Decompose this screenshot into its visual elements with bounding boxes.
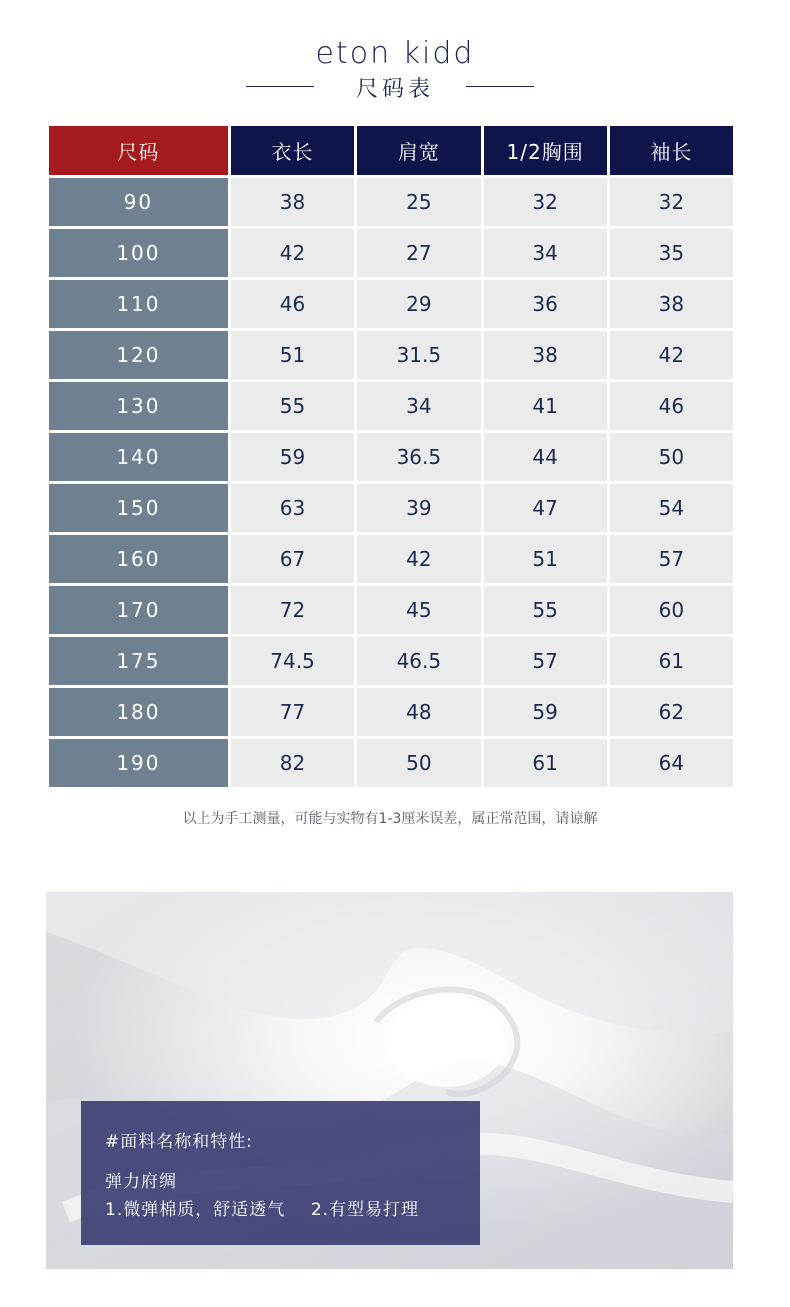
table-row xyxy=(49,229,733,277)
cell-length: 51 xyxy=(231,331,354,379)
cell-half-chest: 38 xyxy=(484,331,607,379)
cell-sleeve: 46 xyxy=(610,382,733,430)
cell-length: 67 xyxy=(231,535,354,583)
table-row xyxy=(49,382,733,430)
table-row xyxy=(49,484,733,532)
table-row xyxy=(49,586,733,634)
cell-size: 175 xyxy=(49,637,228,685)
fabric-heading: #面料名称和特性: xyxy=(105,1132,253,1152)
cell-size: 160 xyxy=(49,535,228,583)
cell-size: 110 xyxy=(49,280,228,328)
cell-size: 100 xyxy=(49,229,228,277)
header-shoulder: 肩宽 xyxy=(357,126,480,175)
divider-right xyxy=(466,86,534,87)
cell-size: 170 xyxy=(49,586,228,634)
header-sleeve: 袖长 xyxy=(610,126,733,175)
cell-length: 59 xyxy=(231,433,354,481)
cell-shoulder: 46.5 xyxy=(357,637,480,685)
table-row xyxy=(49,739,733,787)
header-half-chest: 1/2胸围 xyxy=(484,126,607,175)
cell-size: 190 xyxy=(49,739,228,787)
cell-shoulder: 36.5 xyxy=(357,433,480,481)
cell-sleeve: 38 xyxy=(610,280,733,328)
cell-length: 46 xyxy=(231,280,354,328)
cell-half-chest: 36 xyxy=(484,280,607,328)
cell-half-chest: 32 xyxy=(484,178,607,226)
header-length: 衣长 xyxy=(231,126,354,175)
table-row xyxy=(49,688,733,736)
cell-shoulder: 45 xyxy=(357,586,480,634)
cell-sleeve: 60 xyxy=(610,586,733,634)
cell-sleeve: 62 xyxy=(610,688,733,736)
fabric-name: 弹力府绸 xyxy=(105,1172,177,1192)
fabric-features: 1.微弹棉质，舒适透气 2.有型易打理 xyxy=(105,1200,420,1220)
cell-shoulder: 25 xyxy=(357,178,480,226)
cell-half-chest: 59 xyxy=(484,688,607,736)
cell-sleeve: 61 xyxy=(610,637,733,685)
cell-shoulder: 27 xyxy=(357,229,480,277)
cell-shoulder: 34 xyxy=(357,382,480,430)
cell-length: 42 xyxy=(231,229,354,277)
brand-logo: eton kidd xyxy=(315,36,475,71)
cell-length: 72 xyxy=(231,586,354,634)
cell-shoulder: 48 xyxy=(357,688,480,736)
cell-length: 38 xyxy=(231,178,354,226)
cell-size: 120 xyxy=(49,331,228,379)
table-row xyxy=(49,280,733,328)
fabric-info-box xyxy=(81,1101,480,1245)
cell-shoulder: 42 xyxy=(357,535,480,583)
cell-length: 77 xyxy=(231,688,354,736)
table-header-row xyxy=(49,126,733,175)
size-chart-table xyxy=(46,123,736,790)
cell-size: 150 xyxy=(49,484,228,532)
cell-half-chest: 34 xyxy=(484,229,607,277)
cell-half-chest: 51 xyxy=(484,535,607,583)
cell-half-chest: 47 xyxy=(484,484,607,532)
cell-sleeve: 50 xyxy=(610,433,733,481)
fabric-image xyxy=(46,892,733,1269)
cell-shoulder: 31.5 xyxy=(357,331,480,379)
table-row xyxy=(49,433,733,481)
cell-size: 90 xyxy=(49,178,228,226)
cell-sleeve: 35 xyxy=(610,229,733,277)
cell-size: 130 xyxy=(49,382,228,430)
cell-sleeve: 32 xyxy=(610,178,733,226)
page-title: 尺码表 xyxy=(355,77,434,102)
cell-length: 82 xyxy=(231,739,354,787)
cell-half-chest: 57 xyxy=(484,637,607,685)
cell-shoulder: 29 xyxy=(357,280,480,328)
cell-half-chest: 44 xyxy=(484,433,607,481)
table-row xyxy=(49,178,733,226)
measurement-note: 以上为手工测量，可能与实物有1-3厘米误差，属正常范围，请谅解 xyxy=(182,811,598,827)
cell-length: 55 xyxy=(231,382,354,430)
subtitle-row xyxy=(0,72,790,102)
table-row xyxy=(49,331,733,379)
cell-sleeve: 64 xyxy=(610,739,733,787)
cell-sleeve: 54 xyxy=(610,484,733,532)
cell-half-chest: 61 xyxy=(484,739,607,787)
cell-length: 63 xyxy=(231,484,354,532)
cell-size: 140 xyxy=(49,433,228,481)
cell-shoulder: 50 xyxy=(357,739,480,787)
table-row xyxy=(49,535,733,583)
cell-shoulder: 39 xyxy=(357,484,480,532)
cell-half-chest: 41 xyxy=(484,382,607,430)
cell-sleeve: 42 xyxy=(610,331,733,379)
cell-size: 180 xyxy=(49,688,228,736)
table-row xyxy=(49,637,733,685)
cell-sleeve: 57 xyxy=(610,535,733,583)
cell-half-chest: 55 xyxy=(484,586,607,634)
header-size: 尺码 xyxy=(49,126,228,175)
cell-length: 74.5 xyxy=(231,637,354,685)
